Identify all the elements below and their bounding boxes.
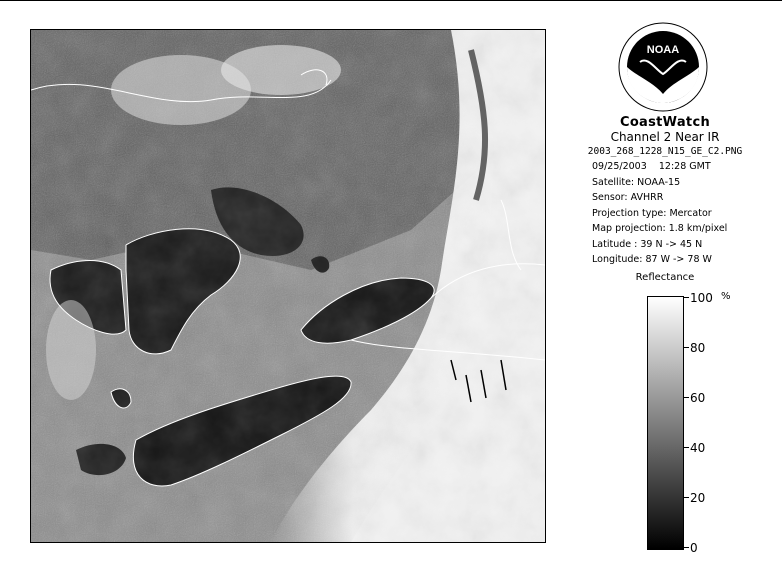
reflectance-colorbar [647, 296, 684, 550]
legend-title: Reflectance [635, 272, 695, 283]
tick-100 [683, 297, 689, 298]
top-border [0, 0, 782, 1]
tick-0 [683, 547, 689, 548]
datetime-line [592, 159, 770, 175]
tick-label-0: 0 [690, 541, 698, 555]
longitude-line: Longitude: 87 W -> 78 W [592, 254, 712, 265]
noaa-logo [618, 22, 708, 112]
latitude-line: Latitude : 39 N -> 45 N [592, 238, 703, 250]
satellite-line: Satellite: NOAA-15 [592, 176, 681, 188]
info-panel [560, 112, 770, 268]
map-projection-line: Map projection: 1.8 km/pixel [592, 223, 728, 234]
tick-label-100: 100 [690, 291, 713, 305]
file-name: 2003_268_1228_N15_GE_C2.PNG [587, 146, 743, 157]
tick-label-80: 80 [690, 341, 706, 355]
page-title: CoastWatch [619, 115, 711, 130]
tick-20 [683, 497, 689, 498]
tick-60 [683, 397, 689, 398]
tick-label-20: 20 [690, 491, 706, 505]
tick-80 [683, 347, 689, 348]
metadata-list [592, 159, 770, 268]
logo-text: NOAA [646, 44, 680, 56]
cloud-texture [31, 30, 545, 542]
cloud-patch-north-2 [221, 45, 341, 95]
time-value: 12:28 GMT [658, 161, 711, 172]
sensor-line: Sensor: AVHRR [592, 192, 664, 203]
projection-type-line: Projection type: Mercator [592, 207, 712, 219]
legend-unit: % [721, 291, 731, 302]
channel-label: Channel 2 Near IR [610, 130, 720, 144]
tick-label-40: 40 [690, 441, 706, 455]
satellite-image [30, 29, 546, 543]
satellite-map [31, 30, 545, 542]
cloud-patch-west [46, 300, 96, 400]
date-value: 09/25/2003 [592, 161, 647, 172]
tick-40 [683, 447, 689, 448]
tick-label-60: 60 [690, 391, 706, 405]
